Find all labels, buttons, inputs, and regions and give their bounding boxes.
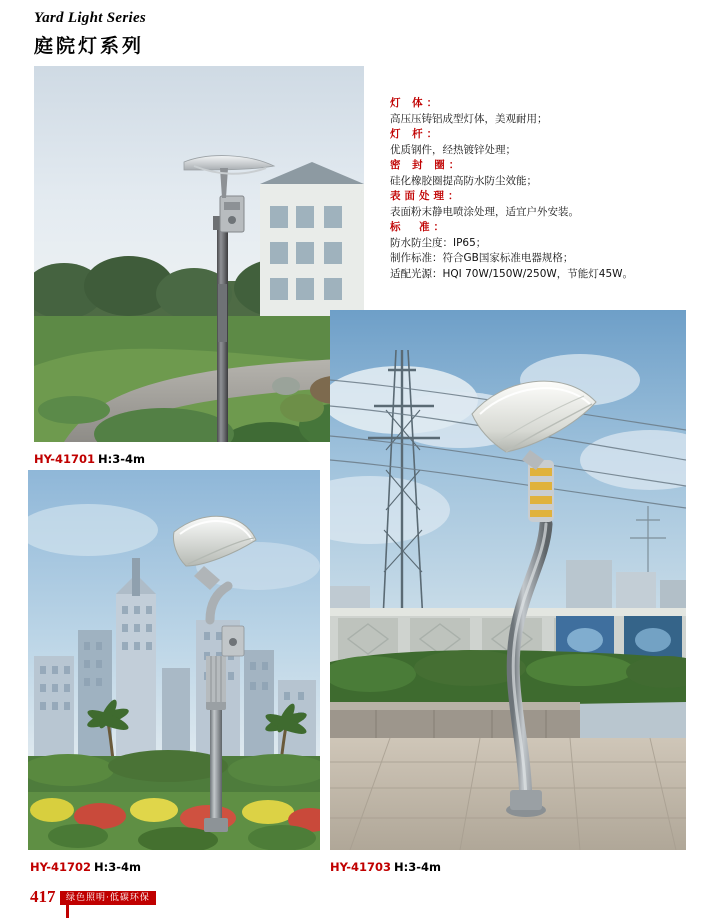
- spec-row: [390, 267, 690, 283]
- product-photo-hy-41703: [330, 310, 686, 850]
- spec-text: 优质钢件，经热镀锌处理；: [390, 143, 516, 156]
- specification-list: [390, 96, 690, 282]
- spec-text: 防水防尘度：IP65；: [390, 236, 487, 249]
- product-code: HY-41703: [330, 860, 392, 874]
- photo-illustration-1: [34, 66, 364, 442]
- spec-text: 表面粉末静电喷涂处理，适宜户外安装。: [390, 205, 579, 218]
- caption-hy-41701: [34, 452, 145, 466]
- product-code: HY-41702: [30, 860, 92, 874]
- spec-row: [390, 189, 690, 205]
- product-size: H:3-4m: [94, 860, 142, 874]
- caption-hy-41703: [330, 860, 441, 874]
- spec-row: [390, 96, 690, 112]
- spec-row: [390, 127, 690, 143]
- spec-label: 密 封 圈：: [390, 159, 464, 171]
- spec-row: [390, 251, 690, 267]
- page-header: [34, 10, 146, 58]
- product-photo-hy-41702: [28, 470, 320, 850]
- page-number: 417: [30, 887, 56, 906]
- spec-row: [390, 112, 690, 128]
- spec-label: 表面处理：: [390, 190, 463, 202]
- product-size: H:3-4m: [394, 860, 442, 874]
- spec-label: 标 准：: [390, 221, 448, 233]
- caption-hy-41702: [30, 860, 141, 874]
- spec-row: [390, 220, 690, 236]
- spec-label: 灯 杆：: [390, 128, 442, 140]
- spec-text: 硅化橡胶圈提高防水防尘效能；: [390, 174, 537, 187]
- spec-row: [390, 236, 690, 252]
- product-size: H:3-4m: [98, 452, 146, 466]
- photo-illustration-2: [28, 470, 320, 850]
- spec-text: 制作标准：符合GB国家标准电器规格；: [390, 252, 574, 264]
- spec-row: [390, 158, 690, 174]
- footer-slogan: 绿色照明·低碳环保: [60, 891, 156, 905]
- spec-text: 高压压铸铝成型灯体，美观耐用；: [390, 112, 548, 125]
- series-title-cn: 庭院灯系列: [34, 35, 145, 57]
- product-photo-hy-41701: [34, 66, 364, 442]
- series-title-en: Yard Light Series: [34, 10, 147, 26]
- product-code: HY-41701: [34, 452, 96, 466]
- spec-row: [390, 143, 690, 159]
- spec-row: [390, 205, 690, 221]
- spec-text: 适配光源：HQI 70W/150W/250W，节能灯45W。: [390, 267, 634, 280]
- spec-label: 灯 体：: [390, 97, 442, 109]
- footer-tick: [66, 905, 69, 918]
- photo-illustration-3: [330, 310, 686, 850]
- spec-row: [390, 174, 690, 190]
